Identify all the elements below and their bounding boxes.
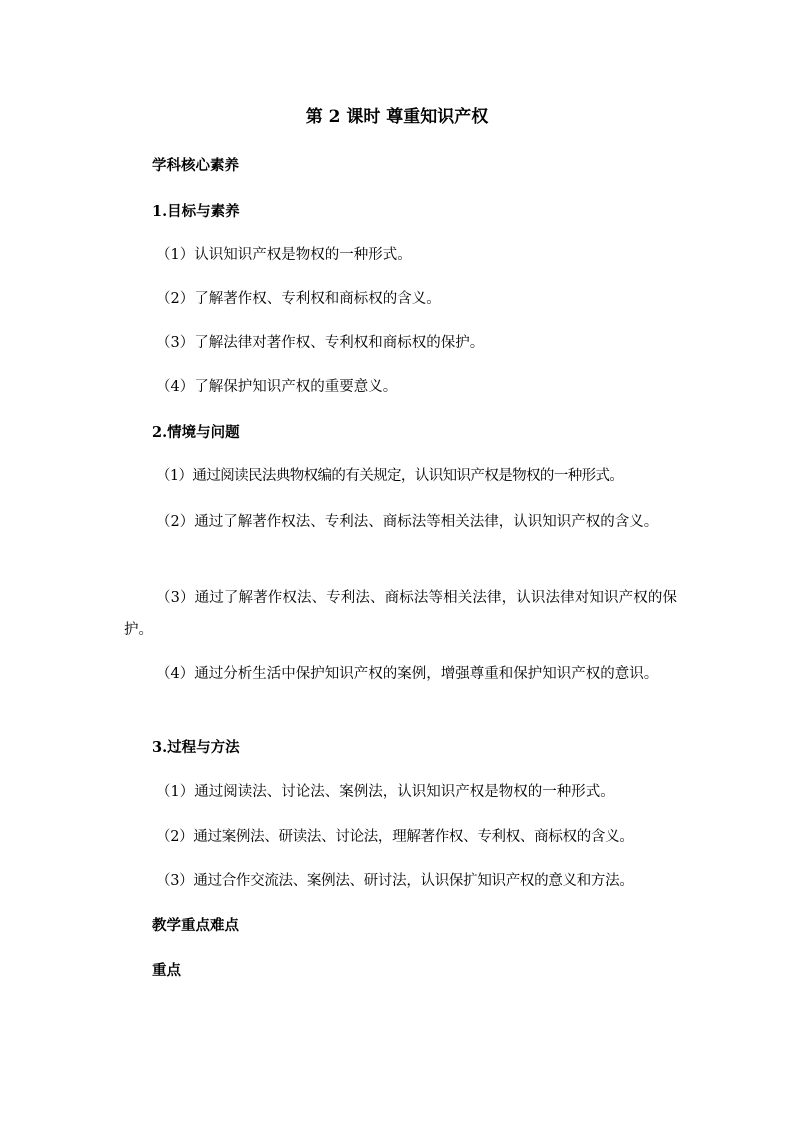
methods-item-2: （2）通过案例法、研读法、讨论法，理解著作权、专利权、商标权的含义。 <box>156 829 634 845</box>
situations-item-2: （2）通过了解著作权法、专利法、商标法等相关法律，认识知识产权的含义。 <box>156 514 659 530</box>
section-heading-core-competencies: 学科核心素养 <box>152 157 239 174</box>
methods-item-3: （3）通过合作交流法、案例法、研讨法，认识保扩知识产权的意义和方法。 <box>156 873 634 889</box>
methods-heading: 3.过程与方法 <box>152 739 240 756</box>
goals-item-1: （1）认识知识产权是物权的一种形式。 <box>156 247 412 263</box>
page-title: 第 2 课时 尊重知识产权 <box>305 107 489 127</box>
goals-item-4: （4）了解保护知识产权的重要意义。 <box>156 379 398 395</box>
situations-heading: 2.情境与问题 <box>152 424 240 441</box>
goals-item-2: （2）了解著作权、专利权和商标权的含义。 <box>156 291 441 307</box>
key-point-heading: 重点 <box>152 962 181 979</box>
situations-item-1: （1）通过阅读民法典物权编的有关规定，认识知识产权是物权的一种形式。 <box>156 468 624 484</box>
goals-item-3: （3）了解法律对著作权、专利权和商标权的保护。 <box>156 335 485 351</box>
situations-item-3: （3）通过了解著作权法、专利法、商标法等相关法律，认识法律对知识产权的保护。 <box>124 590 677 638</box>
section-heading-key-difficult-points: 教学重点难点 <box>152 917 239 934</box>
methods-item-1: （1）通过阅读法、讨论法、案例法，认识知识产权是物权的一种形式。 <box>156 784 615 800</box>
goals-heading: 1.目标与素养 <box>152 203 240 220</box>
situations-item-4: （4）通过分析生活中保护知识产权的案例，增强尊重和保护知识产权的意识。 <box>156 666 659 682</box>
